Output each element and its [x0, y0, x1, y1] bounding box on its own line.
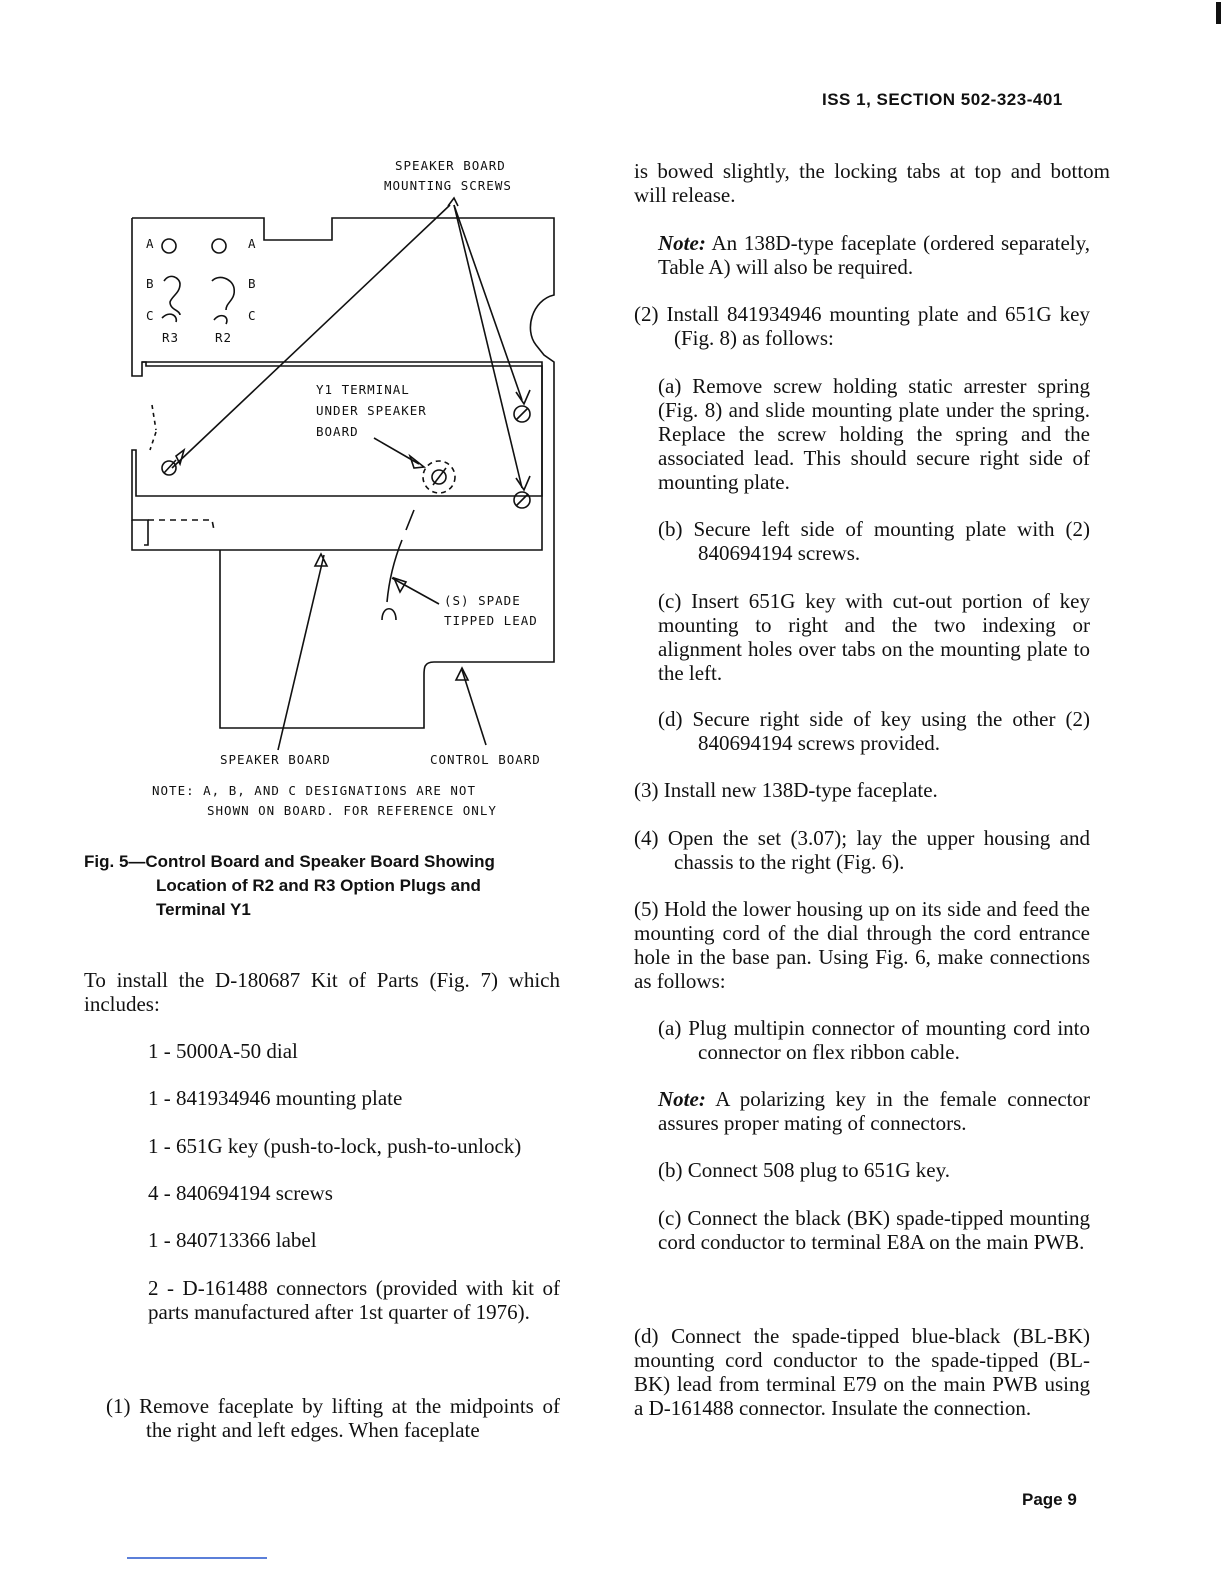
figure-caption-line-1: Fig. 5—Control Board and Speaker Board Showing [84, 852, 495, 871]
label-a-right: A [248, 236, 257, 251]
kit-item: 1 - 840713366 label [148, 1228, 317, 1252]
step-2d: (d) Secure right side of key using the other (2) 840694194 screws provided. [658, 707, 1090, 755]
label-r2: R2 [215, 330, 233, 345]
label-mounting-screws-1: SPEAKER BOARD [395, 158, 506, 173]
figure-caption-line-2: Location of R2 and R3 Option Plugs and [156, 876, 481, 895]
label-y1-3: BOARD [316, 424, 359, 439]
kit-item: 1 - 5000A-50 dial [148, 1039, 298, 1063]
kit-intro: To install the D-180687 Kit of Parts (Fig. 7) which includes: [84, 968, 560, 1016]
kit-item: 1 - 841934946 mounting plate [148, 1086, 403, 1110]
label-y1-2: UNDER SPEAKER [316, 403, 427, 418]
step-3: (3) Install new 138D-type faceplate. [634, 778, 938, 802]
note-faceplate [658, 231, 1090, 279]
section-header: ISS 1, SECTION 502-323-401 [822, 90, 1063, 109]
step-2a: (a) Remove screw holding static arrester spring (Fig. 8) and slide mounting plate under the spring. Replace the screw holding the spring and the associated lead. This should secure right side of mounting plate. [658, 374, 1090, 494]
step-5a: (a) Plug multipin connector of mounting cord into connector on flex ribbon cable. [658, 1016, 1090, 1064]
figure-note-line-1: NOTE: A, B, AND C DESIGNATIONS ARE NOT [152, 783, 476, 798]
label-spade-1: (S) SPADE [444, 593, 521, 608]
label-c-right: C [248, 308, 257, 323]
step-2b: (b) Secure left side of mounting plate with (2) 840694194 screws. [658, 517, 1090, 565]
label-spade-2: TIPPED LEAD [444, 613, 538, 628]
scan-edge-line [127, 1557, 267, 1559]
page-number: Page 9 [1022, 1490, 1077, 1509]
label-b-left: B [146, 276, 155, 291]
step-5d: (d) Connect the spade-tipped blue-black (BL-BK) mounting cord conductor to the spade-tipped (BL-BK) lead from terminal E79 on the main PWB using a D-161488 connector. Insulate the connection. [634, 1324, 1090, 1420]
label-y1-1: Y1 TERMINAL [316, 382, 410, 397]
label-control-board: CONTROL BOARD [430, 752, 541, 767]
kit-item: 2 - D-161488 connectors (provided with kit of parts manufactured after 1st quarter of 1976). [148, 1276, 560, 1324]
kit-item: 4 - 840694194 screws [148, 1181, 333, 1205]
step-5c: (c) Connect the black (BK) spade-tipped mounting cord conductor to terminal E8A on the main PWB. [658, 1206, 1090, 1254]
step-5: (5) Hold the lower housing up on its side and feed the mounting cord of the dial through the cord entrance hole in the base pan. Using Fig. 6, make connections as follows: [634, 897, 1090, 993]
step-5b: (b) Connect 508 plug to 651G key. [658, 1158, 951, 1182]
margin-mark [1216, 2, 1221, 24]
figure-note-line-2: SHOWN ON BOARD. FOR REFERENCE ONLY [207, 803, 497, 818]
figure-caption [84, 850, 560, 922]
kit-item: 1 - 651G key (push-to-lock, push-to-unlock) [148, 1134, 522, 1158]
note-text: An 138D-type faceplate (ordered separately, Table A) will also be required. [658, 231, 1090, 279]
figure-caption-line-3: Terminal Y1 [156, 900, 251, 919]
label-b-right: B [248, 276, 257, 291]
note-label: Note: [658, 1087, 706, 1111]
figure-5-diagram [84, 150, 564, 830]
label-r3: R3 [162, 330, 180, 345]
note-label: Note: [658, 231, 706, 255]
step-4: (4) Open the set (3.07); lay the upper housing and chassis to the right (Fig. 6). [634, 826, 1090, 874]
label-speaker-board: SPEAKER BOARD [220, 752, 331, 767]
note-text: A polarizing key in the female connector assures proper mating of connectors. [658, 1087, 1090, 1135]
label-a-left: A [146, 236, 155, 251]
step-2: (2) Install 841934946 mounting plate and 651G key (Fig. 8) as follows: [634, 302, 1090, 350]
step-2c: (c) Insert 651G key with cut-out portion of key mounting to right and the two indexing or alignment holes over tabs on the mounting plate to the left. [658, 589, 1090, 685]
label-c-left: C [146, 308, 155, 323]
label-mounting-screws-2: MOUNTING SCREWS [384, 178, 512, 193]
step-1-continued: is bowed slightly, the locking tabs at top and bottom will release. [634, 159, 1110, 207]
step-1: (1) Remove faceplate by lifting at the midpoints of the right and left edges. When faceplate [106, 1394, 560, 1442]
note-polarizing [658, 1087, 1090, 1135]
